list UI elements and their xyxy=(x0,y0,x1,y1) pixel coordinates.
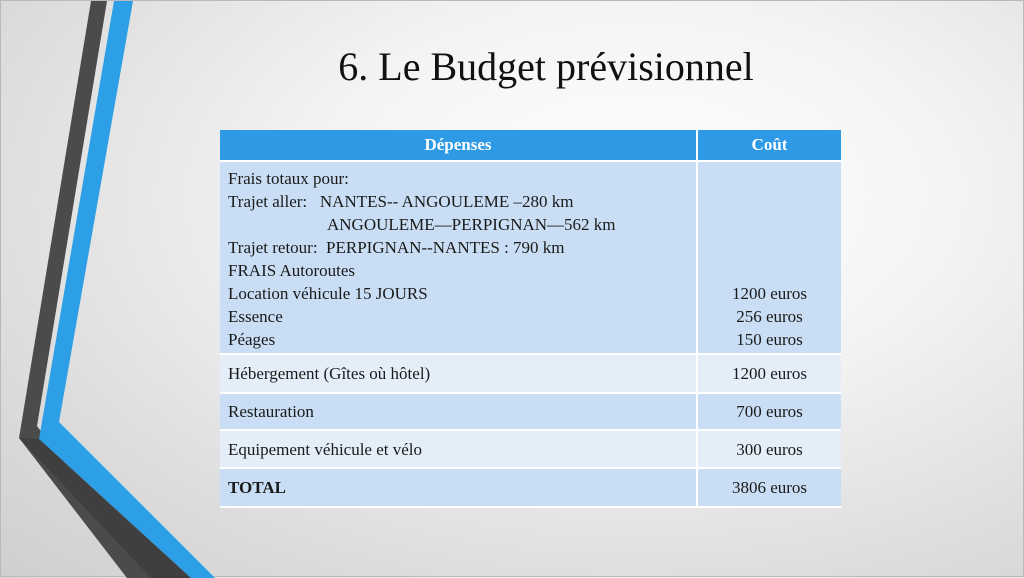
table-row-restauration xyxy=(220,393,841,430)
cost-rental: 1200 euros xyxy=(731,284,808,303)
table-row-travel xyxy=(220,161,841,354)
travel-line-outbound: Trajet aller: NANTES-- ANGOULEME –280 km xyxy=(228,192,574,211)
travel-line-rental: Location véhicule 15 JOURS xyxy=(228,284,428,303)
header-expenses: Dépenses xyxy=(220,130,697,161)
label-equipement: Equipement véhicule et vélo xyxy=(220,430,697,468)
travel-line-outbound-2: ANGOULEME—PERPIGNAN—562 km xyxy=(327,215,616,234)
cost-restauration: 700 euros xyxy=(697,393,841,430)
travel-line-fuel: Essence xyxy=(228,307,283,326)
slide-title: 6. Le Budget prévisionnel xyxy=(338,44,754,89)
cost-total: 3806 euros xyxy=(697,468,841,507)
travel-line-tolls: Péages xyxy=(228,330,276,349)
travel-line-motorway: FRAIS Autoroutes xyxy=(228,261,356,280)
label-total: TOTAL xyxy=(220,468,697,507)
travel-line-return: Trajet retour: PERPIGNAN--NANTES : 790 km xyxy=(228,238,565,257)
lower-dark-band xyxy=(19,438,191,578)
cost-tolls: 150 euros xyxy=(736,330,803,349)
label-hebergement: Hébergement (Gîtes où hôtel) xyxy=(220,354,697,393)
table-row-equipement xyxy=(220,430,841,468)
travel-costs xyxy=(697,161,841,354)
cost-equipement: 300 euros xyxy=(697,430,841,468)
table-header-row xyxy=(220,130,841,161)
cost-hebergement: 1200 euros xyxy=(697,354,841,393)
table-row-total xyxy=(220,468,841,507)
travel-description xyxy=(220,161,697,354)
label-restauration: Restauration xyxy=(220,393,697,430)
cost-fuel: 256 euros xyxy=(736,307,803,326)
travel-line-intro: Frais totaux pour: xyxy=(228,169,349,188)
table-row-hebergement xyxy=(220,354,841,393)
budget-table xyxy=(220,130,841,508)
header-cost: Coût xyxy=(697,130,841,161)
